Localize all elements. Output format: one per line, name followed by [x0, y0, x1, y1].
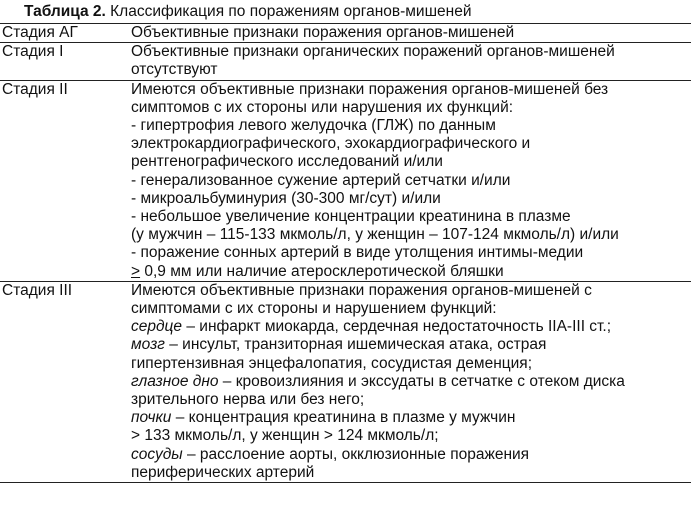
caption-label: Таблица 2.	[24, 3, 106, 20]
brain-line: мозг – инсульт, транзиторная ишемическая атака, острая	[131, 336, 547, 354]
classification-table	[0, 23, 691, 483]
caption-text: Классификация по поражениям органов-мишеней	[105, 3, 472, 20]
heart-line: сердце – инфаркт миокарда, сердечная недостаточность IIA-III ст.;	[131, 318, 612, 336]
table-row-stage-1	[0, 43, 691, 80]
eye-line: глазное дно – кровоизлияния и экссудаты в сетчатке с отеком диска	[131, 372, 625, 390]
kidney-line: почки – концентрация креатинина в плазме у мужчин	[131, 409, 516, 427]
stage-2-label: Стадия II	[0, 80, 129, 281]
vessels-line: сосуды – расслоение аорты, окклюзионные поражения	[131, 445, 530, 463]
table-row-stage-3	[0, 281, 691, 482]
stage-1-desc: Объективные признаки органических поражений органов-мишеней отсутствуют	[129, 43, 691, 80]
stage-1-label: Стадия I	[0, 43, 129, 80]
stage-3-desc: Имеются объективные признаки поражения органов-мишеней с симптомами с их стороны и нарушением функций: сердце – инфаркт миокарда, сердечная недостаточность IIA-III ст.; мозг – инсульт, транзиторная ишемическая атака, острая гипертензивная энцефалопатия, сосудистая деменция; глазное дно – кровоизлияния и экссудаты в сетчатке с отеком диска зрительного нерва или без него; почки – концентрация креатинина в плазме у мужчин > 133 мкмоль/л, у женщин > 124 мкмоль/л; сосуды – расслоение аорты, окклюзионные поражения периферических артерий	[129, 281, 691, 482]
header-desc-cell: Объективные признаки поражения органов-мишеней	[129, 24, 691, 43]
stage-2-desc: Имеются объективные признаки поражения органов-мишеней без симптомов с их стороны или нарушения их функций: - гипертрофия левого желудочка (ГЛЖ) по данным электрокардиографического, эхокардиографического и рентгенографического исследований и/или - генерализованное сужение артерий сетчатки и/или - микроальбуминурия (30-300 мг/сут) и/или - небольшое увеличение концентрации креатинина в плазме (у мужчин – 115-133 мкмоль/л, у женщин – 107-124 мкмоль/л) и/или - поражение сонных артерий в виде утолщения интимы-медии > 0,9 мм или наличие атеросклеротической бляшки	[129, 80, 691, 281]
header-stage-cell: Стадия АГ	[0, 24, 129, 43]
table-header-row	[0, 24, 691, 43]
table-caption	[24, 2, 472, 22]
table-row-stage-2	[0, 80, 691, 281]
stage-3-label: Стадия III	[0, 281, 129, 482]
